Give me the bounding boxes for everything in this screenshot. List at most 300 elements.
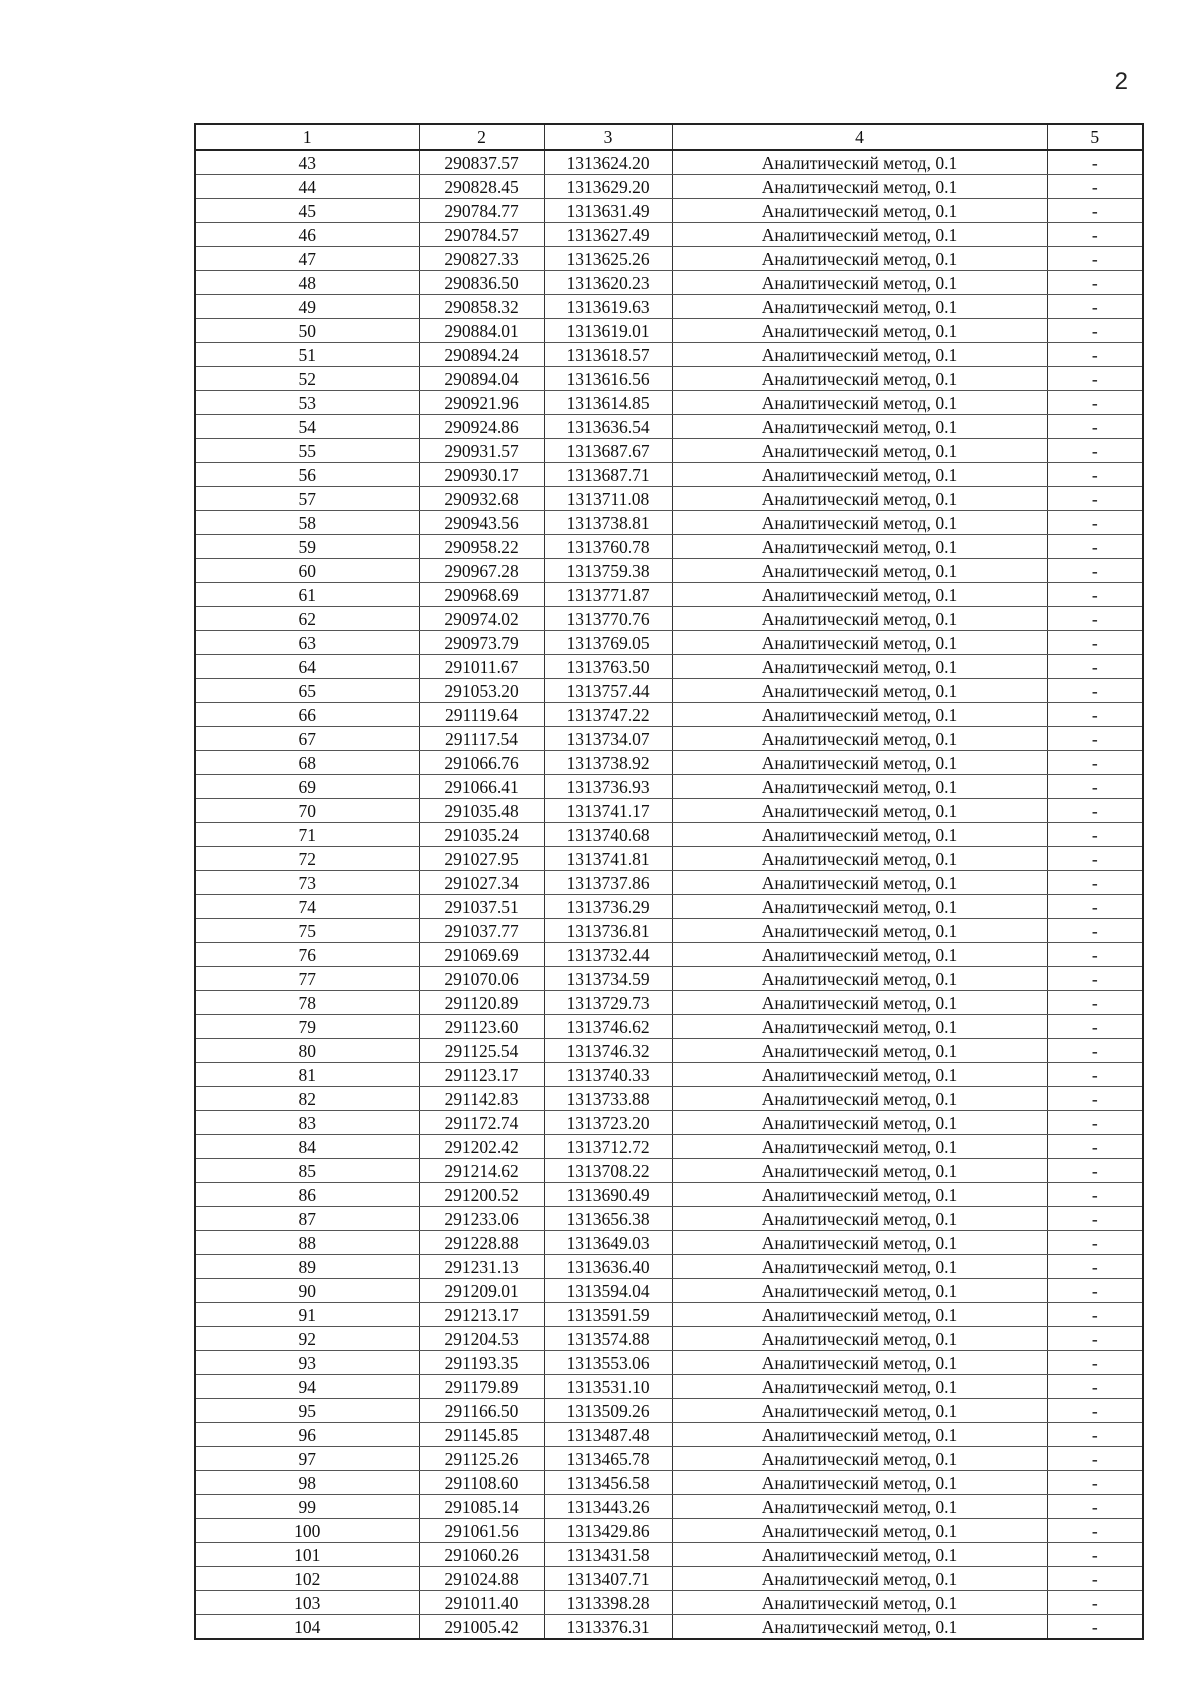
y-coordinate-cell: 1313757.44: [544, 679, 672, 703]
y-coordinate-cell: 1313733.88: [544, 1087, 672, 1111]
column-header-3: 3: [544, 124, 672, 150]
note-cell: -: [1047, 511, 1143, 535]
point-number-cell: 91: [195, 1303, 419, 1327]
method-cell: Аналитический метод, 0.1: [672, 295, 1047, 319]
method-cell: Аналитический метод, 0.1: [672, 343, 1047, 367]
note-cell: -: [1047, 271, 1143, 295]
table-row: [195, 727, 1143, 751]
x-coordinate-cell: 291231.13: [419, 1255, 544, 1279]
table-row: [195, 607, 1143, 631]
y-coordinate-cell: 1313443.26: [544, 1495, 672, 1519]
method-cell: Аналитический метод, 0.1: [672, 439, 1047, 463]
x-coordinate-cell: 290932.68: [419, 487, 544, 511]
note-cell: -: [1047, 847, 1143, 871]
x-coordinate-cell: 290828.45: [419, 175, 544, 199]
x-coordinate-cell: 291202.42: [419, 1135, 544, 1159]
x-coordinate-cell: 291179.89: [419, 1375, 544, 1399]
y-coordinate-cell: 1313407.71: [544, 1567, 672, 1591]
point-number-cell: 93: [195, 1351, 419, 1375]
method-cell: Аналитический метод, 0.1: [672, 1303, 1047, 1327]
y-coordinate-cell: 1313723.20: [544, 1111, 672, 1135]
table-row: [195, 1207, 1143, 1231]
note-cell: -: [1047, 871, 1143, 895]
method-cell: Аналитический метод, 0.1: [672, 1159, 1047, 1183]
y-coordinate-cell: 1313553.06: [544, 1351, 672, 1375]
point-number-cell: 47: [195, 247, 419, 271]
y-coordinate-cell: 1313656.38: [544, 1207, 672, 1231]
point-number-cell: 68: [195, 751, 419, 775]
table-row: [195, 559, 1143, 583]
method-cell: Аналитический метод, 0.1: [672, 1351, 1047, 1375]
point-number-cell: 50: [195, 319, 419, 343]
note-cell: -: [1047, 751, 1143, 775]
note-cell: -: [1047, 991, 1143, 1015]
method-cell: Аналитический метод, 0.1: [672, 511, 1047, 535]
y-coordinate-cell: 1313431.58: [544, 1543, 672, 1567]
table-row: [195, 343, 1143, 367]
y-coordinate-cell: 1313711.08: [544, 487, 672, 511]
table-row: [195, 1279, 1143, 1303]
point-number-cell: 79: [195, 1015, 419, 1039]
note-cell: -: [1047, 1495, 1143, 1519]
method-cell: Аналитический метод, 0.1: [672, 775, 1047, 799]
x-coordinate-cell: 290894.24: [419, 343, 544, 367]
table-row: [195, 1543, 1143, 1567]
method-cell: Аналитический метод, 0.1: [672, 415, 1047, 439]
table-row: [195, 463, 1143, 487]
note-cell: -: [1047, 1327, 1143, 1351]
point-number-cell: 72: [195, 847, 419, 871]
y-coordinate-cell: 1313760.78: [544, 535, 672, 559]
method-cell: Аналитический метод, 0.1: [672, 583, 1047, 607]
x-coordinate-cell: 291142.83: [419, 1087, 544, 1111]
point-number-cell: 102: [195, 1567, 419, 1591]
point-number-cell: 82: [195, 1087, 419, 1111]
point-number-cell: 90: [195, 1279, 419, 1303]
point-number-cell: 87: [195, 1207, 419, 1231]
note-cell: -: [1047, 943, 1143, 967]
note-cell: -: [1047, 1543, 1143, 1567]
note-cell: -: [1047, 1015, 1143, 1039]
table-row: [195, 1591, 1143, 1615]
y-coordinate-cell: 1313625.26: [544, 247, 672, 271]
note-cell: -: [1047, 895, 1143, 919]
note-cell: -: [1047, 775, 1143, 799]
method-cell: Аналитический метод, 0.1: [672, 655, 1047, 679]
point-number-cell: 86: [195, 1183, 419, 1207]
method-cell: Аналитический метод, 0.1: [672, 799, 1047, 823]
table-row: [195, 655, 1143, 679]
x-coordinate-cell: 291193.35: [419, 1351, 544, 1375]
table-row: [195, 1399, 1143, 1423]
table-row: [195, 223, 1143, 247]
point-number-cell: 63: [195, 631, 419, 655]
point-number-cell: 51: [195, 343, 419, 367]
method-cell: Аналитический метод, 0.1: [672, 751, 1047, 775]
y-coordinate-cell: 1313616.56: [544, 367, 672, 391]
note-cell: -: [1047, 823, 1143, 847]
point-number-cell: 65: [195, 679, 419, 703]
x-coordinate-cell: 291037.51: [419, 895, 544, 919]
y-coordinate-cell: 1313690.49: [544, 1183, 672, 1207]
x-coordinate-cell: 290837.57: [419, 150, 544, 175]
point-number-cell: 81: [195, 1063, 419, 1087]
table-row: [195, 679, 1143, 703]
x-coordinate-cell: 291011.67: [419, 655, 544, 679]
point-number-cell: 104: [195, 1615, 419, 1640]
y-coordinate-cell: 1313687.71: [544, 463, 672, 487]
x-coordinate-cell: 290858.32: [419, 295, 544, 319]
method-cell: Аналитический метод, 0.1: [672, 1111, 1047, 1135]
y-coordinate-cell: 1313770.76: [544, 607, 672, 631]
method-cell: Аналитический метод, 0.1: [672, 1543, 1047, 1567]
x-coordinate-cell: 290967.28: [419, 559, 544, 583]
point-number-cell: 54: [195, 415, 419, 439]
y-coordinate-cell: 1313740.33: [544, 1063, 672, 1087]
method-cell: Аналитический метод, 0.1: [672, 247, 1047, 271]
point-number-cell: 45: [195, 199, 419, 223]
table-row: [195, 1423, 1143, 1447]
method-cell: Аналитический метод, 0.1: [672, 1039, 1047, 1063]
method-cell: Аналитический метод, 0.1: [672, 175, 1047, 199]
method-cell: Аналитический метод, 0.1: [672, 1447, 1047, 1471]
point-number-cell: 94: [195, 1375, 419, 1399]
method-cell: Аналитический метод, 0.1: [672, 199, 1047, 223]
method-cell: Аналитический метод, 0.1: [672, 631, 1047, 655]
note-cell: -: [1047, 1375, 1143, 1399]
point-number-cell: 78: [195, 991, 419, 1015]
y-coordinate-cell: 1313531.10: [544, 1375, 672, 1399]
note-cell: -: [1047, 150, 1143, 175]
method-cell: Аналитический метод, 0.1: [672, 703, 1047, 727]
table-row: [195, 1159, 1143, 1183]
table-row: [195, 1303, 1143, 1327]
note-cell: -: [1047, 1615, 1143, 1640]
table-row: [195, 847, 1143, 871]
x-coordinate-cell: 290973.79: [419, 631, 544, 655]
point-number-cell: 55: [195, 439, 419, 463]
x-coordinate-cell: 291035.24: [419, 823, 544, 847]
note-cell: -: [1047, 391, 1143, 415]
note-cell: -: [1047, 415, 1143, 439]
point-number-cell: 84: [195, 1135, 419, 1159]
note-cell: -: [1047, 631, 1143, 655]
method-cell: Аналитический метод, 0.1: [672, 1207, 1047, 1231]
table-row: [195, 1087, 1143, 1111]
x-coordinate-cell: 291070.06: [419, 967, 544, 991]
x-coordinate-cell: 291069.69: [419, 943, 544, 967]
note-cell: -: [1047, 1183, 1143, 1207]
point-number-cell: 69: [195, 775, 419, 799]
y-coordinate-cell: 1313465.78: [544, 1447, 672, 1471]
point-number-cell: 71: [195, 823, 419, 847]
point-number-cell: 88: [195, 1231, 419, 1255]
table-row: [195, 1471, 1143, 1495]
note-cell: -: [1047, 607, 1143, 631]
table-row: [195, 199, 1143, 223]
method-cell: Аналитический метод, 0.1: [672, 1471, 1047, 1495]
note-cell: -: [1047, 1519, 1143, 1543]
point-number-cell: 49: [195, 295, 419, 319]
method-cell: Аналитический метод, 0.1: [672, 1327, 1047, 1351]
table-row: [195, 1111, 1143, 1135]
point-number-cell: 85: [195, 1159, 419, 1183]
method-cell: Аналитический метод, 0.1: [672, 847, 1047, 871]
point-number-cell: 101: [195, 1543, 419, 1567]
x-coordinate-cell: 291060.26: [419, 1543, 544, 1567]
note-cell: -: [1047, 1423, 1143, 1447]
y-coordinate-cell: 1313624.20: [544, 150, 672, 175]
note-cell: -: [1047, 967, 1143, 991]
note-cell: -: [1047, 1207, 1143, 1231]
point-number-cell: 99: [195, 1495, 419, 1519]
point-number-cell: 60: [195, 559, 419, 583]
table-row: [195, 295, 1143, 319]
point-number-cell: 83: [195, 1111, 419, 1135]
table-row: [195, 319, 1143, 343]
method-cell: Аналитический метод, 0.1: [672, 1615, 1047, 1640]
x-coordinate-cell: 291213.17: [419, 1303, 544, 1327]
x-coordinate-cell: 291172.74: [419, 1111, 544, 1135]
x-coordinate-cell: 291228.88: [419, 1231, 544, 1255]
note-cell: -: [1047, 1471, 1143, 1495]
x-coordinate-cell: 291066.76: [419, 751, 544, 775]
y-coordinate-cell: 1313649.03: [544, 1231, 672, 1255]
table-row: [195, 943, 1143, 967]
y-coordinate-cell: 1313594.04: [544, 1279, 672, 1303]
point-number-cell: 97: [195, 1447, 419, 1471]
point-number-cell: 62: [195, 607, 419, 631]
table-row: [195, 1495, 1143, 1519]
method-cell: Аналитический метод, 0.1: [672, 1495, 1047, 1519]
x-coordinate-cell: 291120.89: [419, 991, 544, 1015]
note-cell: -: [1047, 199, 1143, 223]
y-coordinate-cell: 1313629.20: [544, 175, 672, 199]
table-row: [195, 439, 1143, 463]
note-cell: -: [1047, 247, 1143, 271]
point-number-cell: 80: [195, 1039, 419, 1063]
method-cell: Аналитический метод, 0.1: [672, 463, 1047, 487]
method-cell: Аналитический метод, 0.1: [672, 1591, 1047, 1615]
page-number: 2: [1114, 68, 1128, 95]
table-row: [195, 823, 1143, 847]
y-coordinate-cell: 1313729.73: [544, 991, 672, 1015]
y-coordinate-cell: 1313746.32: [544, 1039, 672, 1063]
point-number-cell: 76: [195, 943, 419, 967]
column-header-1: 1: [195, 124, 419, 150]
x-coordinate-cell: 290958.22: [419, 535, 544, 559]
note-cell: -: [1047, 367, 1143, 391]
note-cell: -: [1047, 1447, 1143, 1471]
note-cell: -: [1047, 1135, 1143, 1159]
method-cell: Аналитический метод, 0.1: [672, 223, 1047, 247]
note-cell: -: [1047, 1087, 1143, 1111]
table-row: [195, 751, 1143, 775]
point-number-cell: 57: [195, 487, 419, 511]
y-coordinate-cell: 1313759.38: [544, 559, 672, 583]
x-coordinate-cell: 291066.41: [419, 775, 544, 799]
y-coordinate-cell: 1313591.59: [544, 1303, 672, 1327]
y-coordinate-cell: 1313574.88: [544, 1327, 672, 1351]
x-coordinate-cell: 291123.60: [419, 1015, 544, 1039]
method-cell: Аналитический метод, 0.1: [672, 1567, 1047, 1591]
table-row: [195, 535, 1143, 559]
y-coordinate-cell: 1313627.49: [544, 223, 672, 247]
table-row: [195, 1183, 1143, 1207]
table-row: [195, 391, 1143, 415]
table-row: [195, 703, 1143, 727]
method-cell: Аналитический метод, 0.1: [672, 1375, 1047, 1399]
y-coordinate-cell: 1313736.29: [544, 895, 672, 919]
point-number-cell: 103: [195, 1591, 419, 1615]
y-coordinate-cell: 1313746.62: [544, 1015, 672, 1039]
x-coordinate-cell: 291108.60: [419, 1471, 544, 1495]
y-coordinate-cell: 1313738.81: [544, 511, 672, 535]
point-number-cell: 96: [195, 1423, 419, 1447]
point-number-cell: 53: [195, 391, 419, 415]
point-number-cell: 61: [195, 583, 419, 607]
table-row: [195, 1063, 1143, 1087]
point-number-cell: 77: [195, 967, 419, 991]
note-cell: -: [1047, 1567, 1143, 1591]
table-row: [195, 775, 1143, 799]
point-number-cell: 75: [195, 919, 419, 943]
x-coordinate-cell: 291053.20: [419, 679, 544, 703]
point-number-cell: 48: [195, 271, 419, 295]
x-coordinate-cell: 291005.42: [419, 1615, 544, 1640]
y-coordinate-cell: 1313712.72: [544, 1135, 672, 1159]
x-coordinate-cell: 290784.77: [419, 199, 544, 223]
x-coordinate-cell: 290884.01: [419, 319, 544, 343]
note-cell: -: [1047, 223, 1143, 247]
note-cell: -: [1047, 487, 1143, 511]
y-coordinate-cell: 1313636.40: [544, 1255, 672, 1279]
note-cell: -: [1047, 1399, 1143, 1423]
y-coordinate-cell: 1313487.48: [544, 1423, 672, 1447]
method-cell: Аналитический метод, 0.1: [672, 559, 1047, 583]
y-coordinate-cell: 1313687.67: [544, 439, 672, 463]
x-coordinate-cell: 291125.26: [419, 1447, 544, 1471]
y-coordinate-cell: 1313747.22: [544, 703, 672, 727]
column-header-5: 5: [1047, 124, 1143, 150]
point-number-cell: 73: [195, 871, 419, 895]
note-cell: -: [1047, 343, 1143, 367]
method-cell: Аналитический метод, 0.1: [672, 1015, 1047, 1039]
table-row: [195, 991, 1143, 1015]
y-coordinate-cell: 1313769.05: [544, 631, 672, 655]
x-coordinate-cell: 291145.85: [419, 1423, 544, 1447]
point-number-cell: 59: [195, 535, 419, 559]
method-cell: Аналитический метод, 0.1: [672, 1135, 1047, 1159]
note-cell: -: [1047, 1063, 1143, 1087]
y-coordinate-cell: 1313763.50: [544, 655, 672, 679]
note-cell: -: [1047, 655, 1143, 679]
table-row: [195, 511, 1143, 535]
point-number-cell: 74: [195, 895, 419, 919]
x-coordinate-cell: 291027.34: [419, 871, 544, 895]
table-row: [195, 1231, 1143, 1255]
table-header-row: [195, 124, 1143, 150]
y-coordinate-cell: 1313631.49: [544, 199, 672, 223]
x-coordinate-cell: 291035.48: [419, 799, 544, 823]
note-cell: -: [1047, 1159, 1143, 1183]
x-coordinate-cell: 290931.57: [419, 439, 544, 463]
column-header-4: 4: [672, 124, 1047, 150]
y-coordinate-cell: 1313619.63: [544, 295, 672, 319]
x-coordinate-cell: 291024.88: [419, 1567, 544, 1591]
table-row: [195, 631, 1143, 655]
point-number-cell: 52: [195, 367, 419, 391]
y-coordinate-cell: 1313736.81: [544, 919, 672, 943]
point-number-cell: 100: [195, 1519, 419, 1543]
method-cell: Аналитический метод, 0.1: [672, 895, 1047, 919]
x-coordinate-cell: 291061.56: [419, 1519, 544, 1543]
note-cell: -: [1047, 1591, 1143, 1615]
point-number-cell: 44: [195, 175, 419, 199]
method-cell: Аналитический метод, 0.1: [672, 319, 1047, 343]
method-cell: Аналитический метод, 0.1: [672, 871, 1047, 895]
y-coordinate-cell: 1313738.92: [544, 751, 672, 775]
method-cell: Аналитический метод, 0.1: [672, 727, 1047, 751]
table-row: [195, 1015, 1143, 1039]
table-row: [195, 1519, 1143, 1543]
point-number-cell: 98: [195, 1471, 419, 1495]
method-cell: Аналитический метод, 0.1: [672, 367, 1047, 391]
y-coordinate-cell: 1313736.93: [544, 775, 672, 799]
x-coordinate-cell: 290943.56: [419, 511, 544, 535]
note-cell: -: [1047, 463, 1143, 487]
y-coordinate-cell: 1313741.17: [544, 799, 672, 823]
method-cell: Аналитический метод, 0.1: [672, 607, 1047, 631]
x-coordinate-cell: 290827.33: [419, 247, 544, 271]
x-coordinate-cell: 291123.17: [419, 1063, 544, 1087]
y-coordinate-cell: 1313741.81: [544, 847, 672, 871]
note-cell: -: [1047, 679, 1143, 703]
method-cell: Аналитический метод, 0.1: [672, 991, 1047, 1015]
method-cell: Аналитический метод, 0.1: [672, 919, 1047, 943]
note-cell: -: [1047, 1111, 1143, 1135]
point-number-cell: 66: [195, 703, 419, 727]
method-cell: Аналитический метод, 0.1: [672, 1183, 1047, 1207]
table-row: [195, 247, 1143, 271]
method-cell: Аналитический метод, 0.1: [672, 535, 1047, 559]
method-cell: Аналитический метод, 0.1: [672, 1423, 1047, 1447]
y-coordinate-cell: 1313734.07: [544, 727, 672, 751]
table-row: [195, 1447, 1143, 1471]
x-coordinate-cell: 291166.50: [419, 1399, 544, 1423]
x-coordinate-cell: 291233.06: [419, 1207, 544, 1231]
table-row: [195, 1615, 1143, 1640]
method-cell: Аналитический метод, 0.1: [672, 1255, 1047, 1279]
method-cell: Аналитический метод, 0.1: [672, 823, 1047, 847]
point-number-cell: 95: [195, 1399, 419, 1423]
point-number-cell: 89: [195, 1255, 419, 1279]
x-coordinate-cell: 291037.77: [419, 919, 544, 943]
table-row: [195, 1135, 1143, 1159]
x-coordinate-cell: 291085.14: [419, 1495, 544, 1519]
method-cell: Аналитический метод, 0.1: [672, 679, 1047, 703]
y-coordinate-cell: 1313614.85: [544, 391, 672, 415]
y-coordinate-cell: 1313620.23: [544, 271, 672, 295]
x-coordinate-cell: 291119.64: [419, 703, 544, 727]
x-coordinate-cell: 291027.95: [419, 847, 544, 871]
point-number-cell: 64: [195, 655, 419, 679]
method-cell: Аналитический метод, 0.1: [672, 1399, 1047, 1423]
note-cell: -: [1047, 1279, 1143, 1303]
x-coordinate-cell: 291011.40: [419, 1591, 544, 1615]
method-cell: Аналитический метод, 0.1: [672, 1279, 1047, 1303]
note-cell: -: [1047, 1255, 1143, 1279]
